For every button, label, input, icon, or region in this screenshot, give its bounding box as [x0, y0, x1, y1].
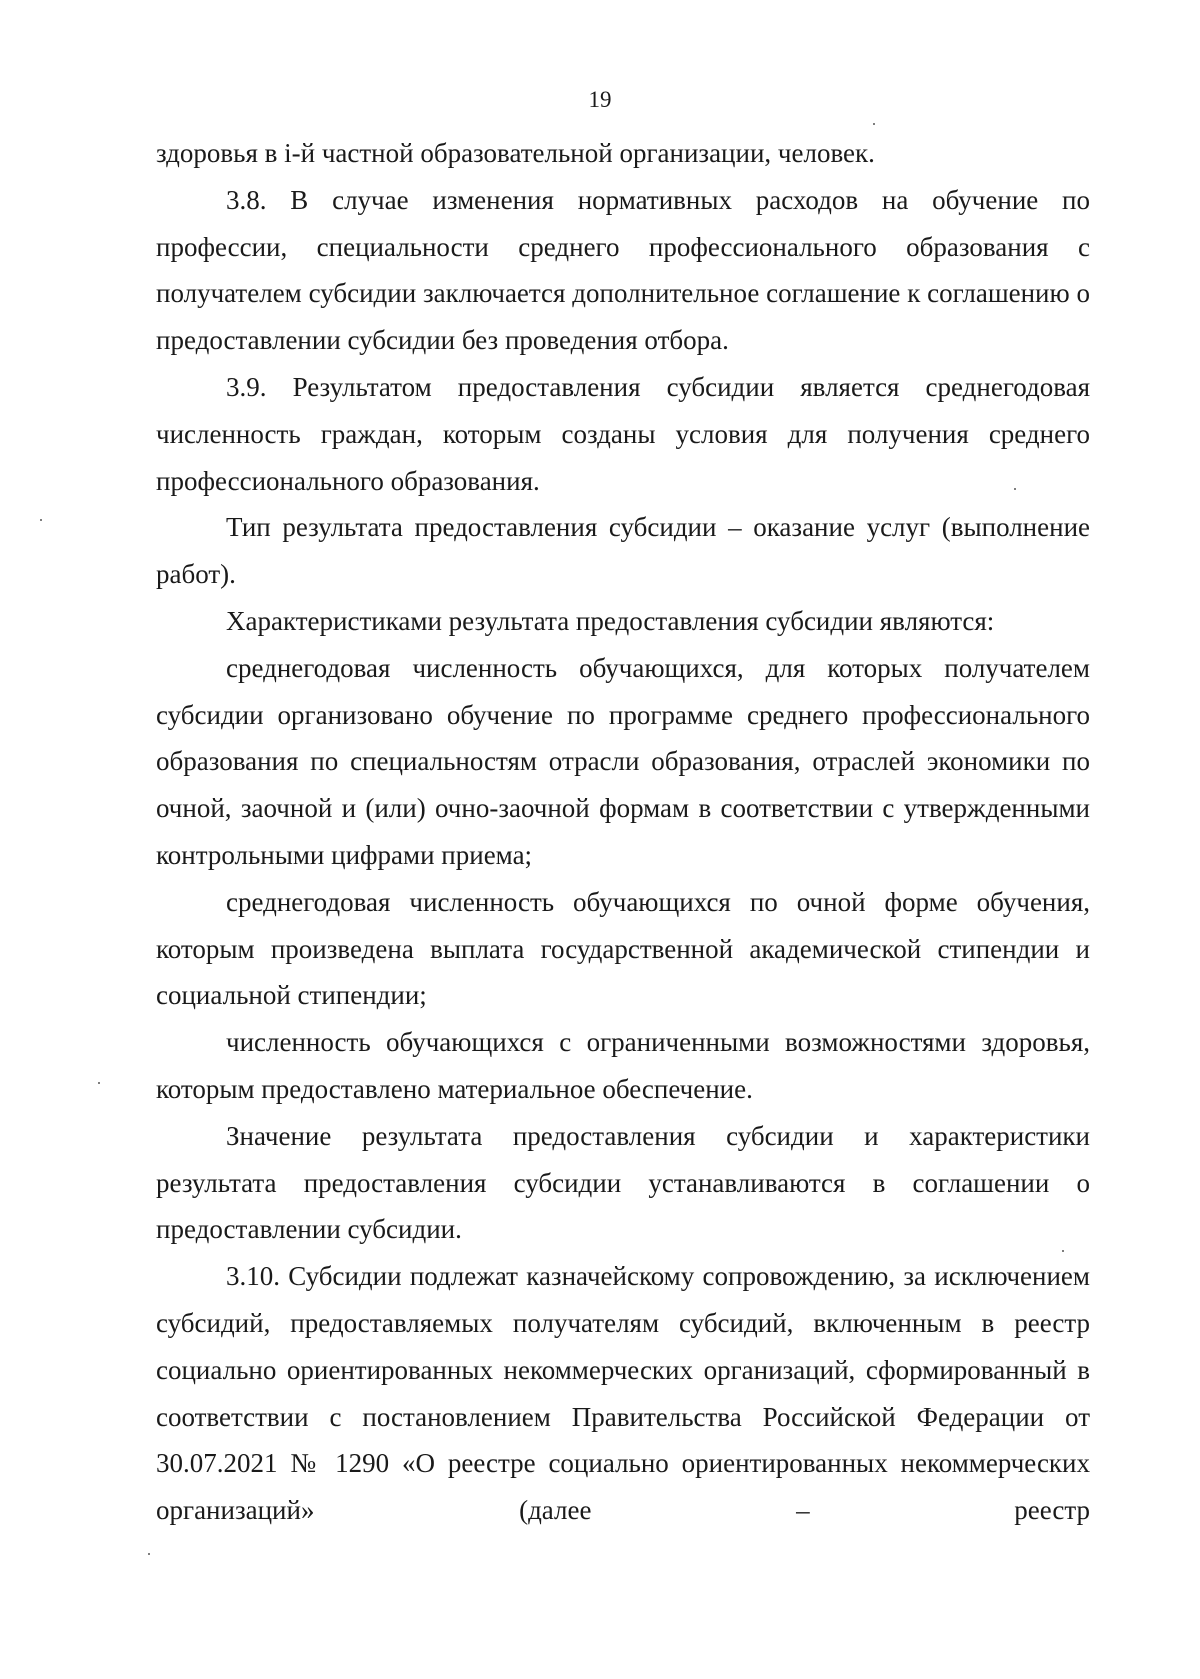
paragraph-values: Значение результата предоставления субсидии и характеристики результата предоставления субсидии устанавливаются в соглашении о предоставлении субсидии.	[156, 1120, 1090, 1245]
scan-speck	[40, 519, 42, 521]
paragraph-continuation: здоровья в i-й частной образовательной организации, человек.	[156, 138, 875, 168]
paragraph-3-9: 3.9. Результатом предоставления субсидии является среднегодовая численность граждан, которым созданы условия для получения среднего профессионального образования.	[156, 371, 1090, 496]
page-number: 19	[588, 87, 612, 112]
document-body	[156, 130, 1090, 1534]
scan-speck	[98, 1082, 100, 1084]
paragraph-characteristic-3: численность обучающихся с ограниченными возможностями здоровья, которым предоставлено материальное обеспечение.	[156, 1027, 1090, 1104]
scan-speck	[873, 123, 875, 125]
paragraph-characteristic-1: среднегодовая численность обучающихся, для которых получателем субсидии организовано обучение по программе среднего профессионального образования по специальностям отрасли образования, отраслей экономики по очной, заочной и (или) очно-заочной формам в соответствии с утвержденными контрольными цифрами приема;	[156, 652, 1090, 870]
scan-speck	[1062, 1250, 1064, 1252]
paragraph-3-8: 3.8. В случае изменения нормативных расходов на обучение по профессии, специальности среднего профессионального образования с получателем субсидии заключается дополнительное соглашение к соглашению о предоставлении субсидии без проведения отбора.	[156, 184, 1090, 356]
scan-speck	[148, 1553, 150, 1555]
paragraph-characteristics-intro: Характеристиками результата предоставления субсидии являются:	[226, 605, 995, 636]
paragraph-result-type: Тип результата предоставления субсидии – оказание услуг (выполнение работ).	[156, 512, 1090, 590]
scan-speck	[1014, 488, 1016, 490]
paragraph-characteristic-2: среднегодовая численность обучающихся по очной форме обучения, которым произведена выплата государственной академической стипендии и социальной стипендии;	[156, 886, 1090, 1011]
paragraph-3-10: 3.10. Субсидии подлежат казначейскому сопровождению, за исключением субсидий, предоставляемых получателям субсидий, включенным в реестр социально ориентированных некоммерческих организаций, сформированный в соответствии с постановлением Правительства Российской Федерации от 30.07.2021 № 1290 «О реестре социально ориентированных некоммерческих организаций» (далее – реестр	[156, 1261, 1090, 1526]
